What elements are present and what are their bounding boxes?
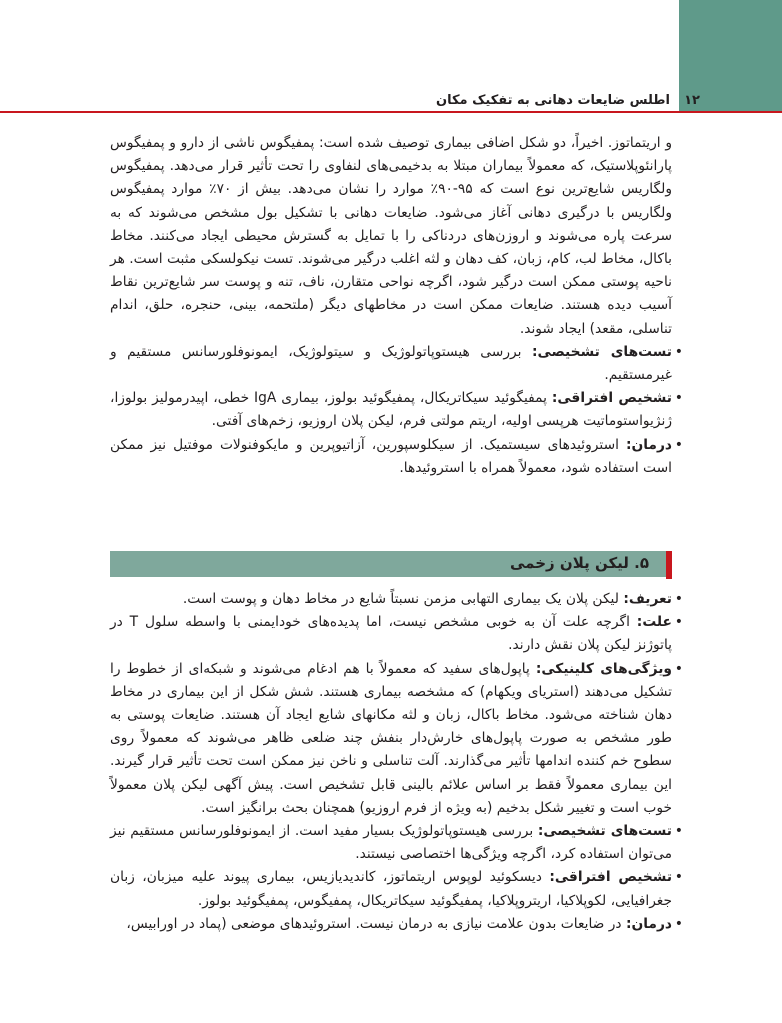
body-text-bottom [110,588,683,936]
bullet-icon: • [674,915,683,932]
bullet-icon: • [674,390,683,407]
running-title: اطلس ضایعات دهانی به تفکیک مکان [436,93,670,108]
item-text: پمفیگوئید سیکاتریکال، پمفیگوئید بولوز، بیماری IgA خطی، اپیدرمولیز بولوزا، ژنژیواستوماتیت هرپسی اولیه، اریتم مولتی فرم، لیکن پلان اروزیو، زخم‌های آفتی. [110,390,672,430]
item-term: تشخیص افتراقی: [549,869,672,886]
item-term: درمان: [625,436,672,453]
item-term: درمان: [625,915,672,932]
bullet-icon: • [674,591,683,607]
item-term: تعریف: [623,591,672,607]
bullet-icon: • [674,660,683,677]
item-term: علت: [636,614,672,631]
list-item [110,658,683,820]
list-item [110,434,683,480]
bullet-icon: • [674,436,683,453]
item-text: لیکن پلان یک بیماری التهابی مزمن نسبتاً شایع در مخاط دهان و پوست است. [182,591,624,607]
item-term: تشخیص افتراقی: [551,390,672,407]
section-title: ۵. لیکن پلان زخمی [510,554,649,572]
header-rule [0,111,782,113]
intro-paragraph: و اریتماتوز. اخیراً، دو شکل اضافی بیماری توصیف شده است: پمفیگوس ناشی از دارو و پمفیگوس پارانئوپلاستیک، که معمولاً بیماران مبتلا به بدخیمی‌های لنفاوی را تحت تأثیر قرار می‌دهد. پمفیگوس ولگاریس شایع‌ترین نوع است که ۹۵-۹۰٪ موارد را نشان می‌دهد. بیش از ۷۰٪ موارد پمفیگوس ولگاریس با درگیری دهانی آغاز می‌شود. ضایعات دهانی با تشکیل بول مشخص می‌شوند که به سرعت پاره می‌شوند و اروزن‌های دردناکی را با تمایل به گسترش محیطی ایجاد می‌کنند. مخاط باکال، مخاط لب، کام، زبان، کف دهان و لثه اغلب درگیر می‌شوند. تست نیکولسکی مثبت است. هر ناحیه پوستی ممکن است درگیر شود، اگرچه نواحی متقارن، ناف، تنه و پوست سر شایع‌ترین نقاط آسیب دیده هستند. ضایعات ممکن است در مخاطهای دیگر (ملتحمه، بینی، حنجره، حلق، اندام تناسلی، مقعد) ایجاد شوند. [110,135,672,337]
section-heading-bar [110,551,669,577]
body-text-top [110,132,683,480]
pemphigus-list [110,341,683,480]
page-number: ۱۲ [684,93,700,108]
item-text: استروئیدهای سیستمیک. از سیکلوسپورین، آزاتیوپرین و مایکوفنولات موفتیل نیز ممکن است استفاده شود، معمولاً همراه با استروئیدها. [110,436,672,476]
item-text: اگرچه علت آن به خوبی مشخص نیست، اما پدیده‌های خودایمنی با واسطه سلول T در پاتوژنز لیکن پلان نقش دارند. [110,614,672,654]
section-accent [666,551,672,579]
page-header [0,0,782,112]
bullet-icon: • [674,869,683,886]
list-item [110,611,683,657]
list-item [110,820,683,866]
item-term: تست‌های تشخیصی: [531,343,672,360]
item-term: ویژگی‌های کلینیکی: [535,660,672,677]
item-text: در ضایعات بدون علامت نیازی به درمان نیست. استروئیدهای موضعی (پماد در اورابیس، [126,915,626,932]
item-text: دیسکوئید لوپوس اریتماتوز، کاندیدیازیس، بیماری پیوند علیه میزبان، زبان جغرافیایی، لکوپلاکیا، اریتروپلاکیا، پمفیگوئید سیکاتریکال، پمفیگوس، پمفیگوئید بولوز. [110,869,672,909]
bullet-icon: • [674,614,683,631]
lichen-planus-list [110,588,683,936]
bullet-icon: • [674,343,683,360]
bullet-icon: • [674,823,683,840]
item-text: بررسی هیستوپاتولوژیک و سیتولوژیک، ایمونوفلورسانس مستقیم و غیرمستقیم. [110,343,672,384]
list-item [110,588,683,611]
list-item [110,866,683,912]
item-term: تست‌های تشخیصی: [537,823,672,840]
list-item [110,913,683,936]
list-item [110,341,683,387]
list-item [110,387,683,433]
item-text: بررسی هیستوپاتولوژیک بسیار مفید است. از ایمونوفلورسانس مستقیم نیز می‌توان استفاده کرد، اگرچه ویژگی‌ها اختصاصی نیستند. [110,823,672,863]
item-text: پاپول‌های سفید که معمولاً با هم ادغام می‌شوند و شبکه‌ای از خطوط را تشکیل می‌دهند (استریای ویکهام) که مشخصه بیماری هستند. شش شکل از این بیماری در مخاط دهان شناخته می‌شود. مخاط باکال، زبان و لثه مکانهای شایع ایجاد آن هستند. ضایعات پوستی به طور مشخص به صورت پاپول‌های خارش‌دار بنفش چند ضلعی ظاهر می‌شوند که معمولاً روی سطوح خم کننده اندامها تأثیر می‌گذارند. آلت تناسلی و ناخن نیز ممکن است تحت تأثیر قرار گیرند. این بیماری معمولاً فقط بر اساس علائم بالینی قابل تشخیص است. پیش آگهی لیکن پلان معمولاً خوب است و تغییر شکل بدخیم (به ویژه از فرم اروزیو) همچنان بحث برانگیز است. [110,660,672,816]
